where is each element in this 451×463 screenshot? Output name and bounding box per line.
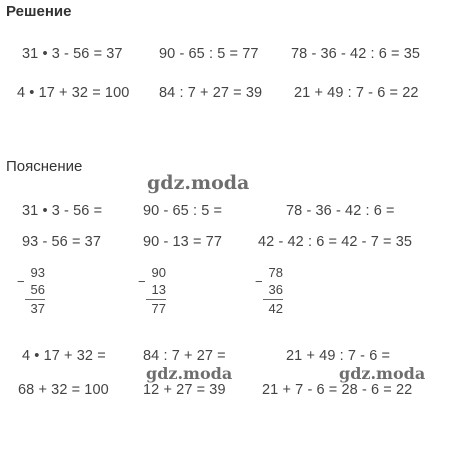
explanation-result-3: 42 - 42 : 6 = 42 - 7 = 35 [258, 234, 413, 250]
minus-sign: − [255, 274, 263, 289]
explanation-result-5: 12 + 27 = 39 [143, 382, 226, 398]
watermark-text: gdz.moda [147, 172, 250, 194]
column-subtrahend: 36 [268, 282, 283, 297]
column-difference: 37 [30, 301, 45, 316]
solution-expression-2-3: 21 + 49 : 7 - 6 = 22 [294, 85, 419, 101]
column-subtrahend: 56 [30, 282, 45, 297]
explanation-expression-3: 78 - 36 - 42 : 6 = [286, 203, 395, 219]
explanation-result-4: 68 + 32 = 100 [18, 382, 109, 398]
explanation-result-1: 93 - 56 = 37 [22, 234, 101, 250]
column-subtrahend: 13 [151, 282, 166, 297]
minus-sign: − [138, 274, 146, 289]
column-subtraction-2 [138, 264, 166, 317]
solution-expression-1-2: 90 - 65 : 5 = 77 [159, 46, 259, 62]
column-subtraction-1 [17, 264, 45, 317]
column-minuend: 90 [151, 265, 166, 280]
minus-sign: − [17, 274, 25, 289]
column-minuend: 93 [30, 265, 45, 280]
explanation-expression-5: 84 : 7 + 27 = [143, 348, 226, 364]
column-subtraction-3 [255, 264, 283, 317]
watermark-text: gdz.moda [339, 364, 426, 383]
explanation-result-2: 90 - 13 = 77 [143, 234, 222, 250]
solution-expression-1-1: 31 • 3 - 56 = 37 [22, 46, 123, 62]
explanation-expression-1: 31 • 3 - 56 = [22, 203, 103, 219]
explanation-result-6: 21 + 7 - 6 = 28 - 6 = 22 [262, 382, 413, 398]
column-difference: 77 [151, 301, 166, 316]
solution-expression-2-1: 4 • 17 + 32 = 100 [17, 85, 130, 101]
solution-expression-2-2: 84 : 7 + 27 = 39 [159, 85, 263, 101]
solution-expression-1-3: 78 - 36 - 42 : 6 = 35 [291, 46, 421, 62]
explanation-expression-6: 21 + 49 : 7 - 6 = [286, 348, 391, 364]
explanation-heading: Пояснение [6, 158, 83, 175]
watermark-text: gdz.moda [146, 364, 233, 383]
explanation-expression-2: 90 - 65 : 5 = [143, 203, 223, 219]
column-difference: 42 [268, 301, 283, 316]
column-minuend: 78 [268, 265, 283, 280]
explanation-expression-4: 4 • 17 + 32 = [22, 348, 106, 364]
solution-heading: Решение [6, 3, 72, 20]
